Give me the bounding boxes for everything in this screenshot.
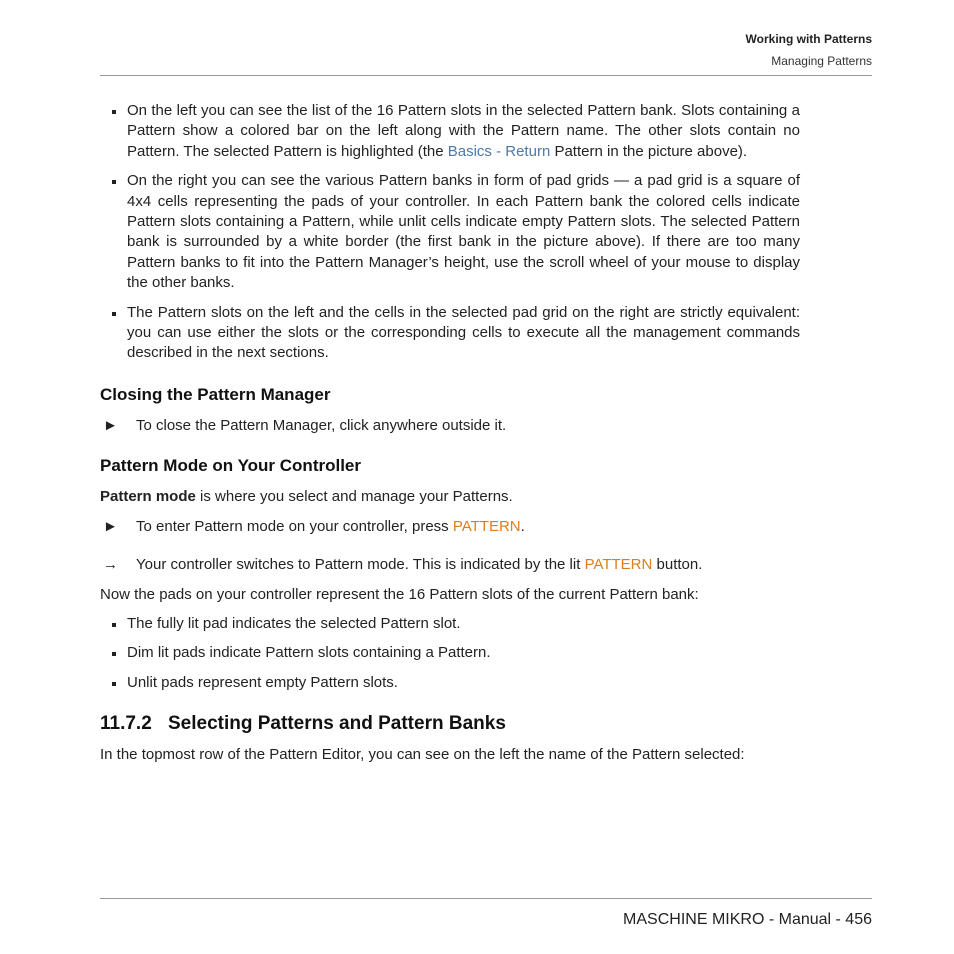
section-heading-title: Selecting Patterns and Pattern Banks [168, 713, 506, 735]
page-header [100, 28, 872, 76]
pattern-button-label: PATTERN [584, 556, 653, 574]
list-item: On the right you can see the various Pattern banks in form of pad grids — a pad grid is a square of 4x4 cells representing the pads of your controller. In each Pattern bank the colored cells indicate Pattern slots containing a Pattern, while unlit cells indicate empty Pattern slots. The selected Pattern bank is surrounded by a white border (the first bank in the picture above). If there are too many Pattern banks to fit into the Pattern Manager’s height, use the scroll wheel of your mouse to display the other banks. [100, 171, 800, 293]
list-item: Unlit pads represent empty Pattern slots. [100, 673, 800, 693]
page-content [100, 101, 800, 766]
footer-text: MASCHINE MIKRO - Manual - 456 [623, 911, 872, 928]
pattern-mode-intro: Pattern mode is where you select and manage your Patterns. [100, 488, 513, 506]
section-text: In the topmost row of the Pattern Editor, you can see on the left the name of the Pattern selected: [100, 746, 745, 764]
section-title: Managing Patterns [771, 54, 872, 68]
pattern-mode-heading: Pattern Mode on Your Controller [100, 456, 361, 476]
closing-heading: Closing the Pattern Manager [100, 384, 331, 404]
result-arrow-icon: → [103, 556, 118, 574]
pattern-mode-step: ► To enter Pattern mode on your controller, press PATTERN. [100, 517, 800, 537]
pattern-manager-bullets [100, 101, 800, 364]
section-number: 11.7.2 [100, 713, 152, 735]
pads-description: Now the pads on your controller represent the 16 Pattern slots of the current Pattern bank: [100, 585, 699, 603]
closing-instruction: ► To close the Pattern Manager, click anywhere outside it. [100, 416, 800, 436]
list-item: The fully lit pad indicates the selected Pattern slot. [100, 614, 800, 634]
pattern-mode-result: → Your controller switches to Pattern mode. This is indicated by the lit PATTERN button. [100, 555, 800, 575]
page-footer [100, 898, 872, 929]
pattern-name-link[interactable]: Basics - Return [447, 142, 551, 160]
list-item: Dim lit pads indicate Pattern slots containing a Pattern. [100, 643, 800, 663]
arrow-right-icon: ► [103, 517, 118, 535]
arrow-right-icon: ► [103, 416, 118, 434]
section-heading [100, 712, 800, 736]
list-item: On the left you can see the list of the 16 Pattern slots in the selected Pattern bank. Slots containing a Pattern show a colored bar on the left along with the Pattern name. The other slots contain no Pattern. The selected Pattern is highlighted (the Basics - Return Pattern in the picture above). [100, 101, 800, 162]
chapter-title: Working with Patterns [745, 32, 872, 46]
pad-states-list [100, 614, 800, 693]
list-item: The Pattern slots on the left and the cells in the selected pad grid on the right are strictly equivalent: you can use either the slots or the corresponding cells to execute all the management commands described in the next sections. [100, 303, 800, 364]
pattern-button-label: PATTERN [452, 517, 521, 535]
